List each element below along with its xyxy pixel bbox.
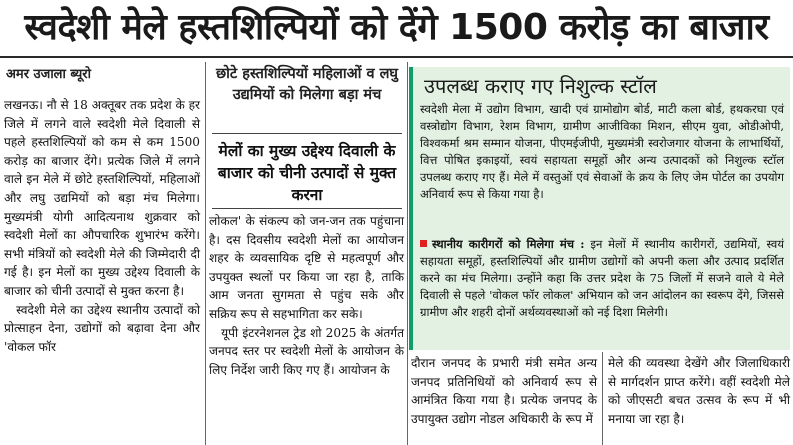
sub-headline: मेलों का मुख्य उद्देश्य दिवाली के बाजार को चीनी उत्पादों से मुक्त करना [217,142,397,204]
bottom-left-column [411,354,597,428]
bottom-right-column [608,354,790,428]
middle-paragraph-1: लोकल' के संकल्प को जन-जन तक पहुंचाना है। दस दिवसीय स्वदेशी मेलों का आयोजन शहर के व्यवसायिक दृष्टि से महत्वपूर्ण और उपयुक्त स्थलों पर किया जा रहा है, ताकि आम जनता सुगमता से पहुंच सके और सक्रिय रूप से सहभागिता कर सके। [209,214,404,321]
bullet-square-icon [420,240,427,247]
column-divider [205,62,206,445]
info-box-paragraph: स्वदेशी मेला में उद्योग विभाग, खादी एवं ग्रामोद्योग बोर्ड, माटी कला बोर्ड, हथकरघा एवं वस्त्रोद्योग विभाग, रेशम विभाग, ग्रामीण आजीविका मिशन, सीएम युवा, ओडीओपी, विश्वकर्मा श्रम सम्मान योजना, पीएमईजीपी, मुख्यमंत्री स्वरोजगार योजना के लाभार्थियों, वित्त पोषित इकाइयों, स्वयं सहायता समूहों और अन्य उत्पादकों को निशुल्क स्टॉल उपलब्ध कराए गए हैं। मेले में वस्तुओं एवं सेवाओं के क्रय के लिए जेम पोर्टल का उपयोग अनिवार्य रूप से किया गया है। [420,102,784,201]
column-divider [407,62,408,445]
left-paragraph-2: स्वदेशी मेले का उद्देश्य स्थानीय उत्पादों को प्रोत्साहन देना, उद्योगों को बढ़ावा देना और 'वोकल फॉर [4,302,200,354]
info-box-subsection [420,236,784,321]
left-article-column [4,96,200,356]
info-box-body [420,101,784,202]
info-box-title: उपलब्ध कराए गए निशुल्क स्टॉल [424,74,657,98]
bottom-left-paragraph: दौरान जनपद के प्रभारी मंत्री समेत अन्य जनपद प्रतिनिधियों को अनिवार्य रूप से आमंत्रित किया गया है। प्रत्येक जनपद के उपायुक्त उद्योग नोडल अधिकारी के रूप में [411,356,597,426]
middle-article-column [209,212,404,379]
middle-paragraph-2: यूपी इंटरनेशनल ट्रेड शो 2025 के अंतर्गत जनपद स्तर पर स्वदेशी मेलों के आयोजन के लिए निर्देश जारी किए गए हैं। आयोजन के [209,325,404,377]
info-box-subsection-text [420,236,784,321]
sub-headline-divider [212,208,402,209]
headline-divider [0,56,793,58]
left-paragraph-1: लखनऊ। नौ से 18 अक्तूबर तक प्रदेश के हर जिले में लगने वाले स्वदेशी मेले दिवाली से पहले हस्तशिल्पियों को कम से कम 1500 करोड़ का बाजार देंगे। प्रत्येक जिले में लगने वाले इन मेले में छोटे हस्तशिल्पियों, महिलाओं और लघु उद्यमियों को बड़ा मंच मिलेगा। मुख्यमंत्री योगी आदित्यनाथ शुक्रवार को स्वदेशी मेलों का औपचारिक शुभारंभ करेंगे। सभी मंत्रियों को स्वदेशी मेले की जिम्मेदारी दी गई है। इन मेलों का मुख्य उद्देश्य दिवाली के बाजार को चीनी उत्पादों से मुक्त करना है। [4,98,200,298]
byline: अमर उजाला ब्यूरो [6,67,91,82]
info-box-subheading: स्थानीय कारीगरों को मिलेगा मंच : [432,237,585,251]
column-divider [602,352,603,445]
info-box-subsection-body: इन मेलों में स्थानीय कारीगरों, उद्यमियों, स्वयं सहायता समूहों, हस्तशिल्पियों और ग्रामीण उद्योगों को अपनी कला और उत्पाद प्रदर्शित करने का मंच मिलेगा। उन्होंने कहा कि उत्तर प्रदेश के 75 जिलों में सजने वाले ये मेले दिवाली से पहले 'वोकल फॉर लोकल' अभियान को जन आंदोलन का स्वरूप देंगे, जिससे ग्रामीण और शहरी दोनों अर्थव्यवस्थाओं को नई दिशा मिलेगी। [420,237,785,319]
kicker-divider [212,133,402,134]
bottom-right-paragraph: मेले की व्यवस्था देखेंगे और जिलाधिकारी से मार्गदर्शन प्राप्त करेंगे। वहीं स्वदेशी मेले को जीएसटी बचत उत्सव के रूप में भी मनाया जा रहा है। [608,356,790,426]
headline: स्वदेशी मेले हस्तशिल्पियों को देंगे 1500 करोड़ का बाजार [0,2,793,54]
kicker-headline: छोटे हस्तशिल्पियों महिलाओं व लघु उद्यमियों को मिलेगा बड़ा मंच [215,66,398,103]
